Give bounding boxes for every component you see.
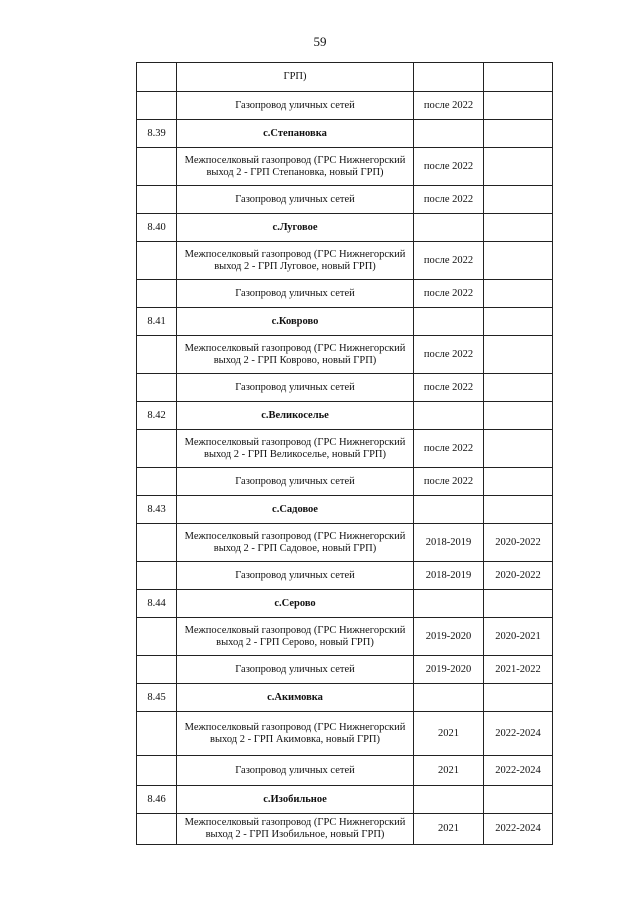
row-number-cell: 8.43 — [137, 496, 177, 524]
row-number-cell: 8.46 — [137, 786, 177, 814]
row-number-cell: 8.39 — [137, 120, 177, 148]
row-number-cell — [137, 430, 177, 468]
period-cell-2: 2022-2024 — [484, 814, 553, 845]
row-number-cell — [137, 618, 177, 656]
period-cell-2 — [484, 308, 553, 336]
row-number-cell — [137, 562, 177, 590]
period-cell-1 — [414, 786, 484, 814]
period-cell-1 — [414, 63, 484, 92]
table-row — [137, 148, 553, 186]
period-cell-1: после 2022 — [414, 374, 484, 402]
period-cell-2 — [484, 590, 553, 618]
object-name-cell: Межпоселковый газопровод (ГРС Нижнегорский выход 2 - ГРП Коврово, новый ГРП) — [177, 336, 414, 374]
settlement-name-cell: с.Луговое — [177, 214, 414, 242]
period-cell-1 — [414, 308, 484, 336]
period-cell-1 — [414, 214, 484, 242]
period-cell-1: после 2022 — [414, 280, 484, 308]
row-number-cell — [137, 468, 177, 496]
period-cell-1: 2019-2020 — [414, 618, 484, 656]
settlement-name-cell: с.Изобильное — [177, 786, 414, 814]
period-cell-2 — [484, 468, 553, 496]
table-row — [137, 430, 553, 468]
table-row — [137, 468, 553, 496]
settlement-header-row — [137, 308, 553, 336]
object-name-cell: Межпоселковый газопровод (ГРС Нижнегорский выход 2 - ГРП Степановка, новый ГРП) — [177, 148, 414, 186]
period-cell-1 — [414, 590, 484, 618]
period-cell-2 — [484, 280, 553, 308]
period-cell-1: 2021 — [414, 814, 484, 845]
table-row — [137, 656, 553, 684]
row-number-cell — [137, 242, 177, 280]
period-cell-2: 2020-2022 — [484, 562, 553, 590]
table-row — [137, 374, 553, 402]
period-cell-1: после 2022 — [414, 148, 484, 186]
row-number-cell — [137, 524, 177, 562]
row-number-cell — [137, 656, 177, 684]
settlement-name-cell: с.Серово — [177, 590, 414, 618]
period-cell-1: 2021 — [414, 756, 484, 786]
object-name-cell: Межпоселковый газопровод (ГРС Нижнегорский выход 2 - ГРП Серово, новый ГРП) — [177, 618, 414, 656]
object-name-cell: ГРП) — [177, 63, 414, 92]
row-number-cell: 8.44 — [137, 590, 177, 618]
row-number-cell: 8.40 — [137, 214, 177, 242]
settlement-header-row — [137, 120, 553, 148]
period-cell-1 — [414, 684, 484, 712]
table-row — [137, 562, 553, 590]
settlement-name-cell: с.Садовое — [177, 496, 414, 524]
period-cell-2 — [484, 63, 553, 92]
table-row — [137, 92, 553, 120]
row-number-cell: 8.42 — [137, 402, 177, 430]
object-name-cell: Межпоселковый газопровод (ГРС Нижнегорский выход 2 - ГРП Луговое, новый ГРП) — [177, 242, 414, 280]
period-cell-2 — [484, 786, 553, 814]
period-cell-2: 2020-2021 — [484, 618, 553, 656]
period-cell-1: 2019-2020 — [414, 656, 484, 684]
settlement-header-row — [137, 786, 553, 814]
period-cell-2: 2022-2024 — [484, 712, 553, 756]
period-cell-2: 2020-2022 — [484, 524, 553, 562]
period-cell-2 — [484, 214, 553, 242]
period-cell-2: 2022-2024 — [484, 756, 553, 786]
period-cell-2: 2021-2022 — [484, 656, 553, 684]
object-name-cell: Газопровод уличных сетей — [177, 92, 414, 120]
period-cell-1: после 2022 — [414, 336, 484, 374]
settlement-header-row — [137, 402, 553, 430]
period-cell-2 — [484, 402, 553, 430]
settlement-header-row — [137, 684, 553, 712]
period-cell-1: после 2022 — [414, 468, 484, 496]
settlement-name-cell: с.Коврово — [177, 308, 414, 336]
object-name-cell: Газопровод уличных сетей — [177, 468, 414, 496]
period-cell-2 — [484, 430, 553, 468]
row-number-cell — [137, 92, 177, 120]
row-number-cell: 8.41 — [137, 308, 177, 336]
object-name-cell: Газопровод уличных сетей — [177, 280, 414, 308]
period-cell-1: после 2022 — [414, 430, 484, 468]
object-name-cell: Газопровод уличных сетей — [177, 374, 414, 402]
gas-pipeline-table — [136, 62, 553, 845]
row-number-cell — [137, 756, 177, 786]
settlement-header-row — [137, 496, 553, 524]
period-cell-1: после 2022 — [414, 92, 484, 120]
period-cell-2 — [484, 684, 553, 712]
period-cell-1 — [414, 120, 484, 148]
period-cell-2 — [484, 148, 553, 186]
period-cell-2 — [484, 336, 553, 374]
object-name-cell: Межпоселковый газопровод (ГРС Нижнегорский выход 2 - ГРП Великоселье, новый ГРП) — [177, 430, 414, 468]
row-number-cell — [137, 374, 177, 402]
period-cell-1: после 2022 — [414, 186, 484, 214]
period-cell-2 — [484, 496, 553, 524]
period-cell-1 — [414, 496, 484, 524]
period-cell-1: 2018-2019 — [414, 562, 484, 590]
object-name-cell: Межпоселковый газопровод (ГРС Нижнегорский выход 2 - ГРП Изобильное, новый ГРП) — [177, 814, 414, 845]
table-row — [137, 336, 553, 374]
period-cell-2 — [484, 120, 553, 148]
object-name-cell: Газопровод уличных сетей — [177, 562, 414, 590]
table-row — [137, 186, 553, 214]
object-name-cell: Газопровод уличных сетей — [177, 186, 414, 214]
row-number-cell — [137, 148, 177, 186]
object-name-cell: Газопровод уличных сетей — [177, 656, 414, 684]
period-cell-1: после 2022 — [414, 242, 484, 280]
period-cell-1: 2021 — [414, 712, 484, 756]
row-number-cell — [137, 63, 177, 92]
period-cell-1 — [414, 402, 484, 430]
object-name-cell: Межпоселковый газопровод (ГРС Нижнегорский выход 2 - ГРП Садовое, новый ГРП) — [177, 524, 414, 562]
row-number-cell — [137, 336, 177, 374]
table-row — [137, 524, 553, 562]
table-row — [137, 814, 553, 845]
row-number-cell — [137, 814, 177, 845]
period-cell-2 — [484, 242, 553, 280]
object-name-cell: Межпоселковый газопровод (ГРС Нижнегорский выход 2 - ГРП Акимовка, новый ГРП) — [177, 712, 414, 756]
table-row — [137, 712, 553, 756]
table-row — [137, 756, 553, 786]
settlement-name-cell: с.Степановка — [177, 120, 414, 148]
period-cell-2 — [484, 374, 553, 402]
object-name-cell: Газопровод уличных сетей — [177, 756, 414, 786]
row-number-cell — [137, 712, 177, 756]
table-row — [137, 242, 553, 280]
settlement-name-cell: с.Великоселье — [177, 402, 414, 430]
settlement-header-row — [137, 214, 553, 242]
settlement-header-row — [137, 590, 553, 618]
row-number-cell — [137, 280, 177, 308]
period-cell-2 — [484, 92, 553, 120]
period-cell-1: 2018-2019 — [414, 524, 484, 562]
table-row — [137, 280, 553, 308]
table-row — [137, 618, 553, 656]
period-cell-2 — [484, 186, 553, 214]
table-row — [137, 63, 553, 92]
row-number-cell: 8.45 — [137, 684, 177, 712]
settlement-name-cell: с.Акимовка — [177, 684, 414, 712]
page-number: 59 — [313, 34, 327, 49]
row-number-cell — [137, 186, 177, 214]
table-body — [137, 63, 553, 845]
